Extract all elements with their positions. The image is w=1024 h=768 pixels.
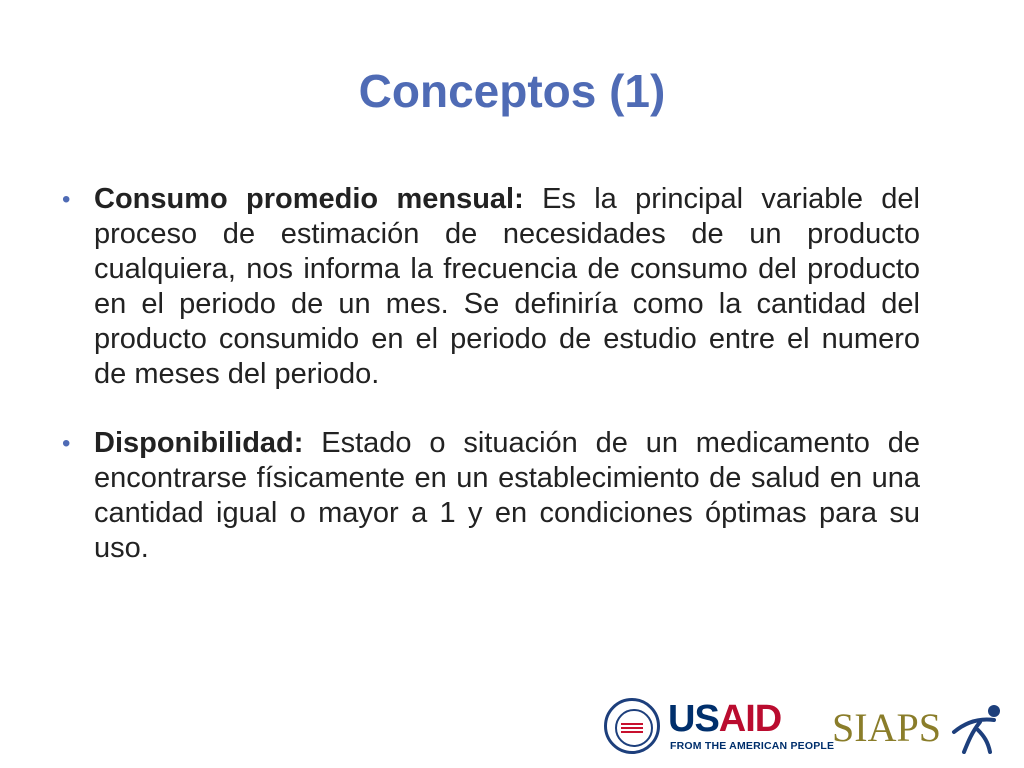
- logo-bar: [600, 694, 1020, 758]
- bullet-text: Es la principal variable del proceso de estimación de necesidades de un producto cualquiera, nos informa la frecuencia de consumo del producto en el periodo de un mes. Se definiría como la cantidad del producto consumido en el periodo de estudio entre el numero de meses del periodo.: [94, 183, 920, 390]
- bullet-term: Consumo promedio mensual:: [94, 183, 524, 215]
- bullet-item: [60, 426, 920, 566]
- usaid-seal-icon: [604, 698, 660, 754]
- usaid-tagline: FROM THE AMERICAN PEOPLE: [670, 740, 835, 752]
- bullet-icon: •: [62, 186, 71, 213]
- usaid-logo: USAID: [668, 698, 782, 740]
- siaps-figure-icon: [950, 702, 1006, 754]
- bullet-text: Estado o situación de un medicamento de encontrarse físicamente en un establecimiento de salud en una cantidad igual o mayor a 1 y en condiciones óptimas para su uso.: [94, 427, 920, 564]
- slide-title: Conceptos (1): [358, 65, 666, 117]
- bullet-icon: •: [62, 430, 71, 457]
- bullet-item: [60, 182, 920, 392]
- bullet-list: [60, 182, 920, 600]
- bullet-term: Disponibilidad:: [94, 427, 304, 459]
- siaps-logo: SIAPS: [832, 705, 941, 750]
